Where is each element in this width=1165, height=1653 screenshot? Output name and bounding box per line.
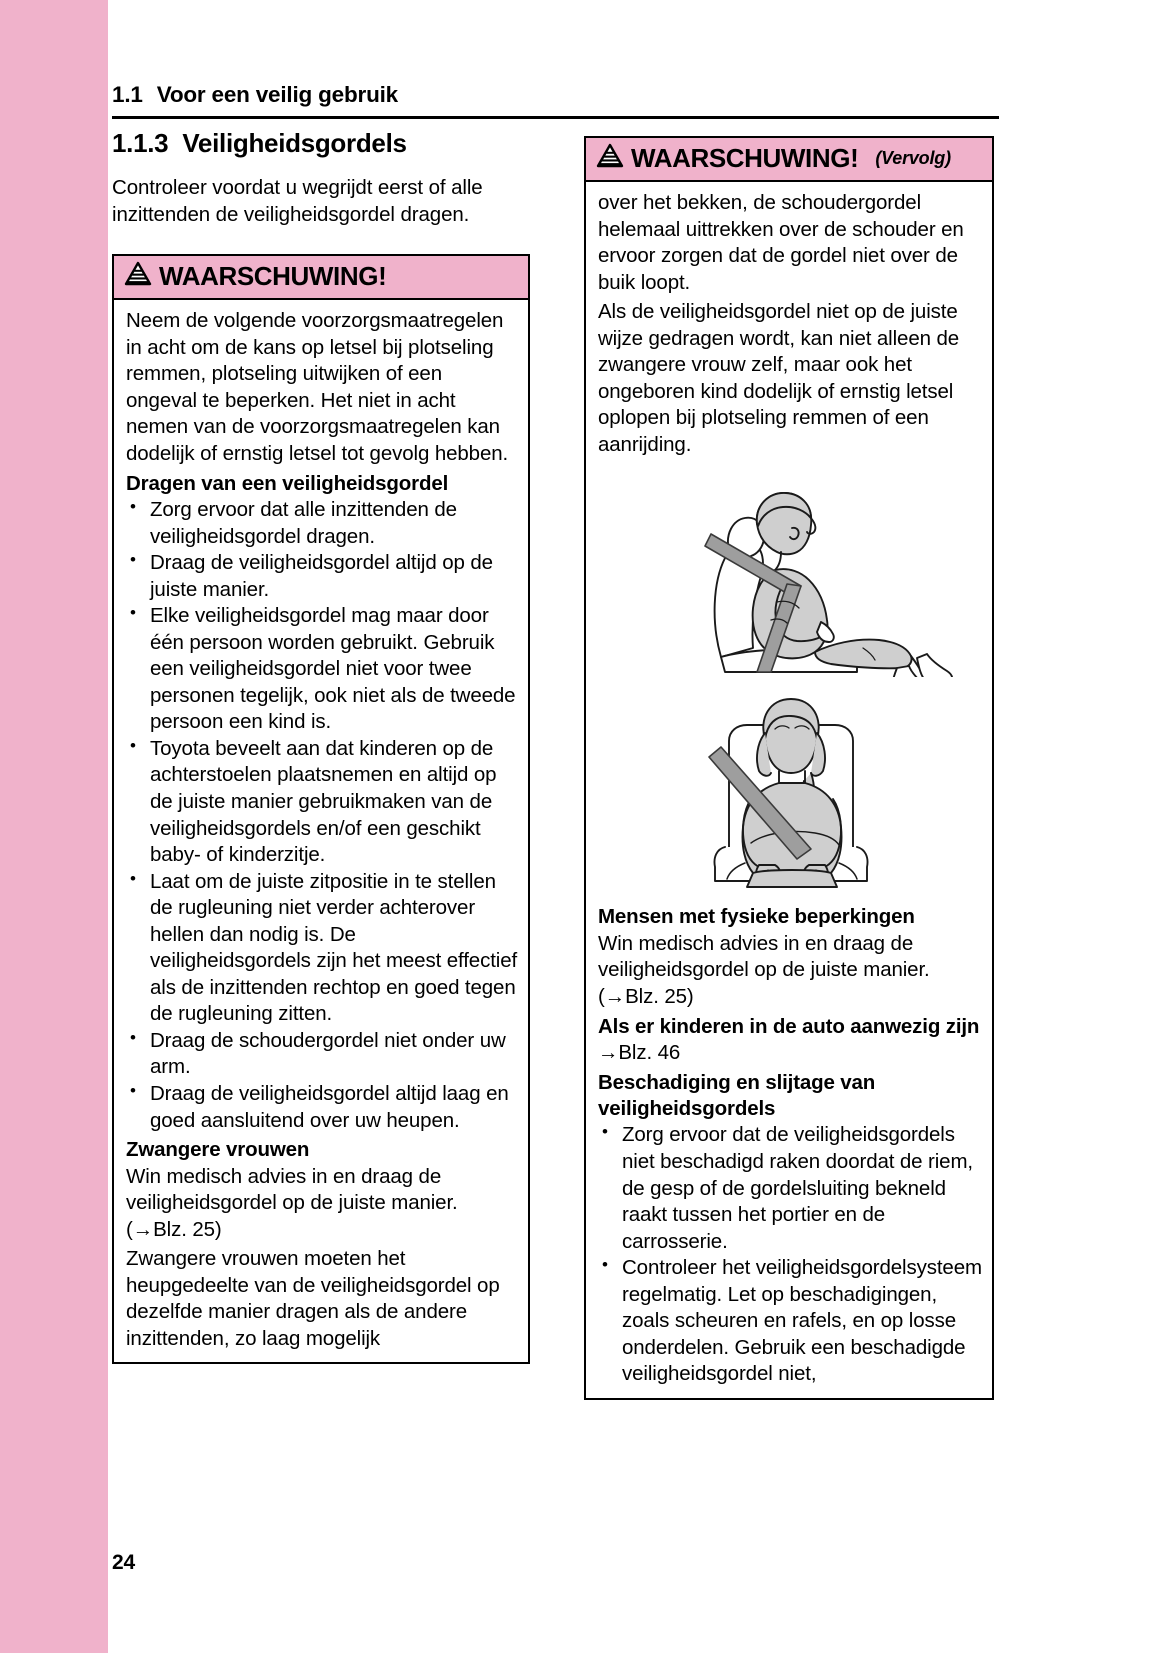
warning-triangle-icon [124, 261, 152, 291]
pregnant-woman-side-view-seatbelt-illustration [625, 472, 955, 677]
illustration-group [598, 458, 982, 901]
warning-right-page-reference: →Blz. 46 [598, 1040, 681, 1064]
section-number: 1.1.3 [112, 128, 169, 158]
warning-subheading-pregnant-women: Zwangere vrouwen [126, 1138, 310, 1162]
warning-right-bullet-list [598, 1122, 982, 1387]
list-item: • Controleer het veiligheidsgordelsysteem regelmatig. Let op beschadigingen, zoals scheuren en rafels, en op losse onderdelen. Gebruik een beschadigde veiligheidsgordel niet, [598, 1255, 982, 1388]
running-head-title: Voor een veilig gebruik [156, 82, 398, 107]
running-head-number: 1.1 [112, 82, 143, 107]
warning-subheading-children-in-car: Als er kinderen in de auto aanwezig zijn [598, 1014, 980, 1038]
warning-subheading-physical-limitations: Mensen met fysieke beperkingen [598, 905, 915, 929]
section-title: Veiligheidsgordels [182, 128, 407, 158]
warning-box-right-header [586, 138, 992, 182]
pregnant-woman-front-view-seatbelt-illustration [625, 681, 955, 891]
warning-triangle-icon [596, 143, 624, 173]
warning-subheading-damage-and-wear: Beschadiging en slijtage van veiligheidsgordels [598, 1070, 876, 1120]
warning-box-right-body [586, 182, 992, 1398]
page-number: 24 [112, 1551, 135, 1574]
warning-box-left-body [114, 300, 528, 1362]
warning-subheading-wearing-belt: Dragen van een veiligheidsgordel [126, 471, 449, 495]
list-item: • Draag de veiligheidsgordel altijd laag en goed aansluitend over uw heupen. [126, 1081, 518, 1134]
list-item: • Laat om de juiste zitpositie in te stellen de rugleuning niet verder achterover hellen dan nodig is. De veiligheidsgordels zijn het meest effectief als de inzittenden rechtop en goed tegen de rugleuning zitten. [126, 869, 518, 1028]
list-item: • Elke veiligheidsgordel mag maar door één persoon worden gebruikt. Gebruik een veiligheidsgordel niet voor twee personen tegelijk, ook niet als de tweede persoon een kind is. [126, 603, 518, 736]
warning-left-bullet-list [126, 497, 518, 1134]
warning-right-paragraph-1: over het bekken, de schoudergordel helemaal uittrekken over de schouder en ervoor zorgen dat de gordel niet over de buik loopt. [598, 191, 964, 294]
list-item: • Zorg ervoor dat de veiligheidsgordels niet beschadigd raken doordat de riem, de gesp of de gordelsluiting bekneld raakt tussen het portier en de carrosserie. [598, 1122, 982, 1255]
section-heading [112, 128, 530, 159]
right-column [584, 136, 994, 1400]
list-item: • Zorg ervoor dat alle inzittenden de veiligheidsgordel dragen. [126, 497, 518, 550]
warning-box-left [112, 254, 530, 1364]
list-item: • Draag de schoudergordel niet onder uw arm. [126, 1028, 518, 1081]
warning-box-right [584, 136, 994, 1400]
warning-right-paragraph-3: Win medisch advies in en draag de veiligheidsgordel op de juiste manier. (→Blz. 25) [598, 931, 930, 1008]
warning-intro-paragraph: Neem de volgende voorzorgsmaatregelen in acht om de kans op letsel bij plotseling remmen, plotseling uitwijken of een ongeval te beperken. Het niet in acht nemen van de voorzorgsmaatregelen kan dodelijk of ernstig letsel tot gevolg hebben. [126, 309, 509, 466]
running-head [112, 82, 999, 119]
warning-continued-label: (Vervolg) [875, 147, 951, 168]
warning-left-paragraph-2: Zwangere vrouwen moeten het heupgedeelte van de veiligheidsgordel op dezelfde manier dragen als de andere inzittenden, zo laag mogelijk [126, 1247, 500, 1350]
warning-heading-label: WAARSCHUWING! [631, 143, 859, 173]
list-item: • Draag de veiligheidsgordel altijd op de juiste manier. [126, 550, 518, 603]
page-edge-tab [0, 0, 108, 1653]
section-intro-paragraph: Controleer voordat u wegrijdt eerst of alle inzittenden de veiligheidsgordel dragen. [112, 176, 483, 226]
list-item: • Toyota beveelt aan dat kinderen op de achterstoelen plaatsnemen en altijd op de juiste manier gebruikmaken van de veiligheidsgordels en/of een geschikt baby- of kinderzitje. [126, 736, 518, 869]
warning-box-left-header [114, 256, 528, 300]
warning-heading-label: WAARSCHUWING! [159, 261, 387, 292]
page-content [112, 0, 1165, 1653]
warning-right-paragraph-2: Als de veiligheidsgordel niet op de juiste wijze gedragen wordt, kan niet alleen de zwangere vrouw zelf, maar ook het ongeboren kind dodelijk of ernstig letsel oplopen bij plotseling remmen of een aanrijding. [598, 300, 960, 456]
warning-left-paragraph-1: Win medisch advies in en draag de veiligheidsgordel op de juiste manier. (→Blz. 25) [126, 1164, 458, 1241]
left-column [112, 128, 530, 1364]
